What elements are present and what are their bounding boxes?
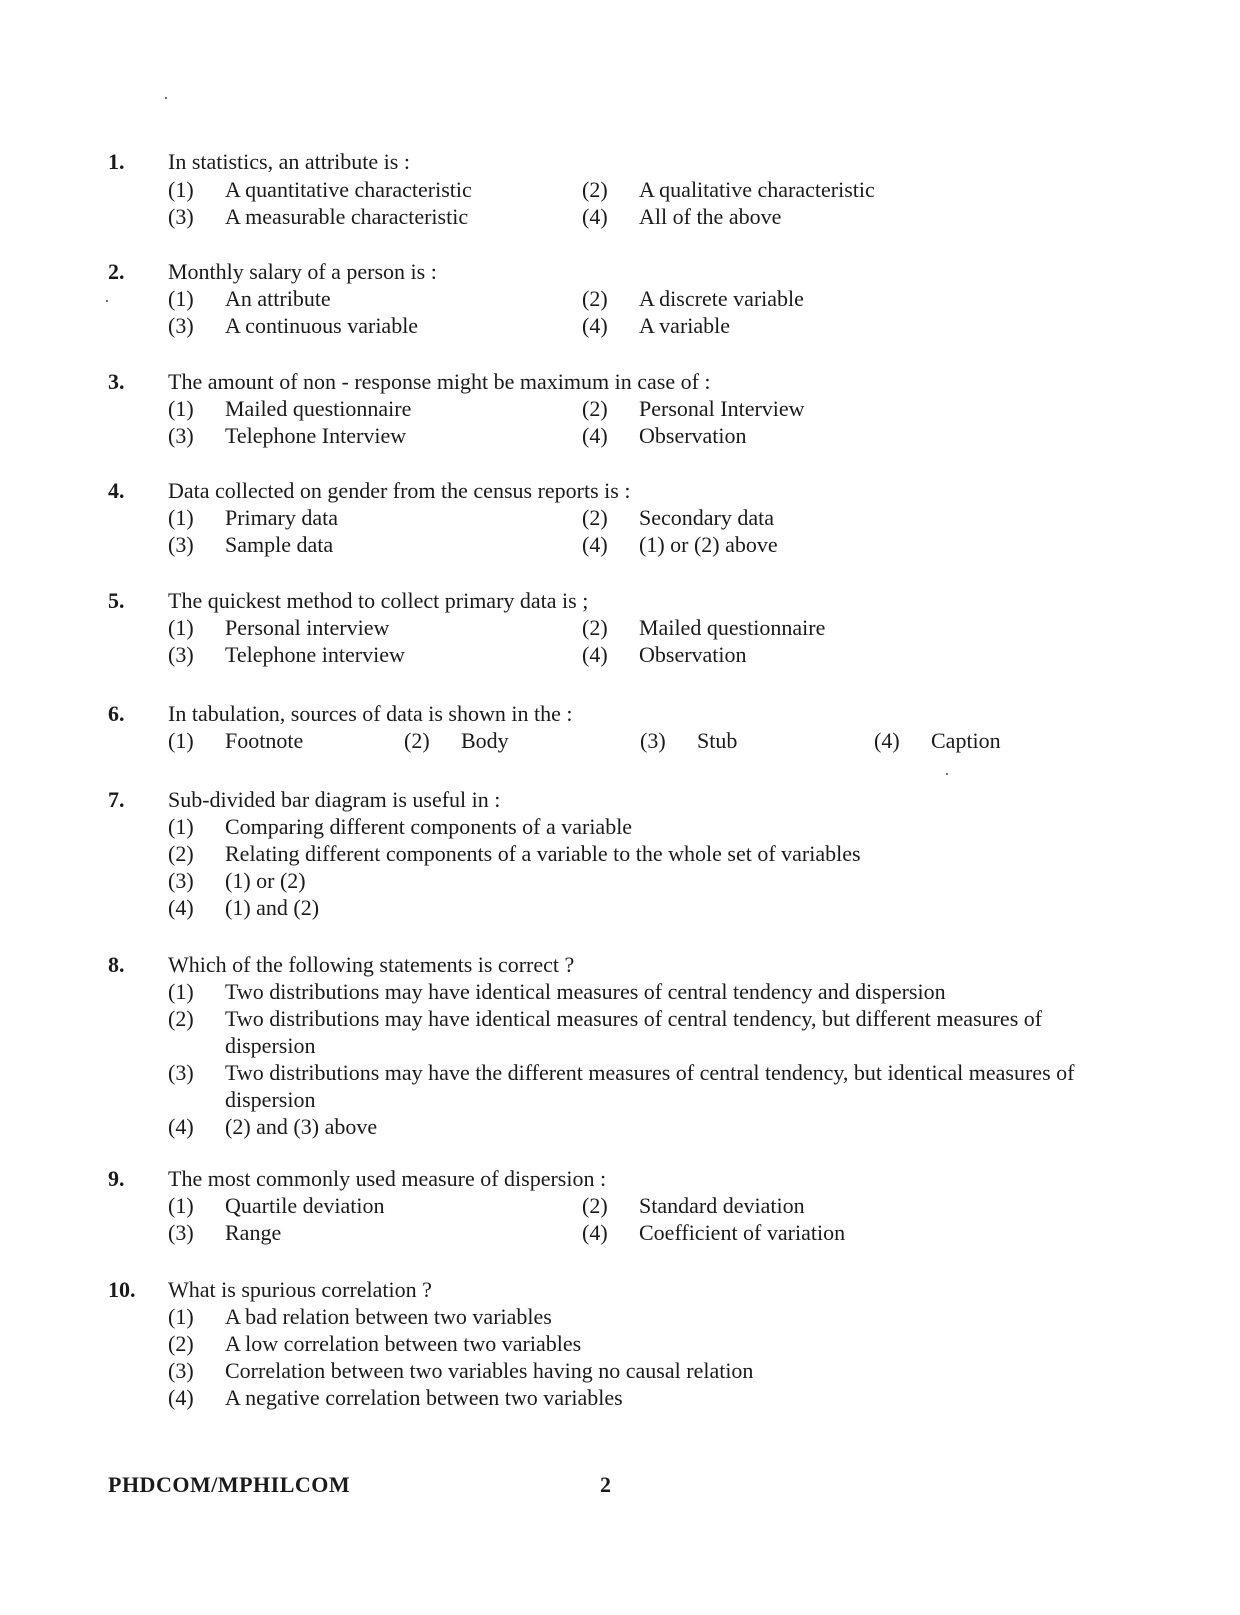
paper-code: PHDCOM/MPHILCOM bbox=[108, 1472, 351, 1497]
option-number: (3) bbox=[168, 1220, 194, 1245]
option-number: (3) bbox=[168, 204, 194, 229]
question-number: 5. bbox=[108, 588, 125, 613]
option-number: (2) bbox=[168, 1006, 194, 1031]
question-text: In statistics, an attribute is : bbox=[168, 149, 410, 174]
option-number: (3) bbox=[640, 728, 666, 753]
option-number: (4) bbox=[582, 313, 608, 338]
option-text: Secondary data bbox=[639, 505, 774, 530]
option-number: (2) bbox=[168, 1331, 194, 1356]
option-text: Comparing different components of a variable bbox=[225, 814, 633, 839]
option-number: (4) bbox=[582, 204, 608, 229]
option-number: (2) bbox=[582, 615, 608, 640]
option-number: (2) bbox=[582, 286, 608, 311]
option-text: (1) or (2) bbox=[225, 868, 306, 893]
option-text: Stub bbox=[697, 728, 738, 753]
option-text: Telephone interview bbox=[225, 642, 405, 667]
question-number: 1. bbox=[108, 149, 125, 174]
option-number: (3) bbox=[168, 642, 194, 667]
option-text: Correlation between two variables having no causal relation bbox=[225, 1358, 754, 1383]
option-number: (3) bbox=[168, 423, 194, 448]
question-number: 7. bbox=[108, 787, 125, 812]
scan-speck bbox=[106, 300, 108, 302]
question-number: 2. bbox=[108, 259, 125, 284]
question-number: 10. bbox=[108, 1277, 136, 1302]
option-number: (4) bbox=[874, 728, 900, 753]
question-text: Data collected on gender from the census reports is : bbox=[168, 478, 631, 503]
option-number: (1) bbox=[168, 177, 194, 202]
option-number: (1) bbox=[168, 615, 194, 640]
option-text: A qualitative characteristic bbox=[639, 177, 875, 202]
option-text: Primary data bbox=[225, 505, 339, 530]
option-number: (1) bbox=[168, 979, 194, 1004]
option-number: (3) bbox=[168, 868, 194, 893]
question-number: 8. bbox=[108, 952, 125, 977]
option-number: (2) bbox=[582, 177, 608, 202]
option-number: (3) bbox=[168, 1358, 194, 1383]
option-number: (3) bbox=[168, 313, 194, 338]
option-number: (4) bbox=[168, 1385, 194, 1410]
option-text: Caption bbox=[931, 728, 1001, 753]
question-text: The most commonly used measure of dispersion : bbox=[168, 1166, 607, 1191]
option-number: (2) bbox=[582, 505, 608, 530]
option-number: (2) bbox=[582, 1193, 608, 1218]
page-number: 2 bbox=[600, 1472, 611, 1497]
option-text: Standard deviation bbox=[639, 1193, 805, 1218]
option-number: (4) bbox=[582, 1220, 608, 1245]
option-text: Body bbox=[461, 728, 509, 753]
option-number: (2) bbox=[582, 396, 608, 421]
option-text: (2) and (3) above bbox=[225, 1114, 378, 1139]
option-text: Personal interview bbox=[225, 615, 390, 640]
option-text: Sample data bbox=[225, 532, 334, 557]
question-text: The quickest method to collect primary data is ; bbox=[168, 588, 589, 613]
question-number: 4. bbox=[108, 478, 125, 503]
scan-speck bbox=[165, 97, 167, 99]
option-text: (1) and (2) bbox=[225, 895, 320, 920]
option-number: (2) bbox=[168, 841, 194, 866]
option-text: Observation bbox=[639, 423, 747, 448]
option-number: (4) bbox=[168, 895, 194, 920]
option-text: Telephone Interview bbox=[225, 423, 407, 448]
option-number: (3) bbox=[168, 1060, 194, 1085]
option-number: (4) bbox=[582, 532, 608, 557]
question-number: 6. bbox=[108, 701, 125, 726]
question-text: What is spurious correlation ? bbox=[168, 1277, 432, 1302]
option-text: A continuous variable bbox=[225, 313, 419, 338]
option-text: A low correlation between two variables bbox=[225, 1331, 582, 1356]
question-text: Which of the following statements is correct ? bbox=[168, 952, 575, 977]
option-text: Mailed questionnaire bbox=[639, 615, 826, 640]
option-number: (1) bbox=[168, 286, 194, 311]
option-text: A bad relation between two variables bbox=[225, 1304, 552, 1329]
option-text: Observation bbox=[639, 642, 747, 667]
option-number: (2) bbox=[404, 728, 430, 753]
question-text: Sub-divided bar diagram is useful in : bbox=[168, 787, 501, 812]
question-text: Monthly salary of a person is : bbox=[168, 259, 437, 284]
option-number: (1) bbox=[168, 396, 194, 421]
option-text: Personal Interview bbox=[639, 396, 805, 421]
option-text: A measurable characteristic bbox=[225, 204, 469, 229]
question-number: 9. bbox=[108, 1166, 125, 1191]
scan-speck bbox=[946, 773, 948, 775]
option-text: A quantitative characteristic bbox=[225, 177, 472, 202]
option-text: Quartile deviation bbox=[225, 1193, 385, 1218]
option-number: (1) bbox=[168, 1304, 194, 1329]
option-text: Two distributions may have the different measures of central tendency, but identical measures of dispersion bbox=[225, 1060, 1075, 1112]
option-number: (1) bbox=[168, 505, 194, 530]
option-number: (1) bbox=[168, 814, 194, 839]
option-text: All of the above bbox=[639, 204, 782, 229]
option-number: (4) bbox=[168, 1114, 194, 1139]
option-text: A variable bbox=[639, 313, 731, 338]
option-text: A discrete variable bbox=[639, 286, 804, 311]
option-text: Coefficient of variation bbox=[639, 1220, 846, 1245]
option-text: A negative correlation between two variables bbox=[225, 1385, 623, 1410]
option-number: (4) bbox=[582, 642, 608, 667]
option-number: (1) bbox=[168, 1193, 194, 1218]
option-number: (4) bbox=[582, 423, 608, 448]
option-text: Relating different components of a variable to the whole set of variables bbox=[225, 841, 861, 866]
option-text: Footnote bbox=[225, 728, 304, 753]
option-text: An attribute bbox=[225, 286, 331, 311]
option-text: Mailed questionnaire bbox=[225, 396, 412, 421]
option-text: Two distributions may have identical measures of central tendency and dispersion bbox=[225, 979, 946, 1004]
option-text: Two distributions may have identical measures of central tendency, but different measures of dispersion bbox=[225, 1006, 1043, 1058]
question-text: The amount of non - response might be maximum in case of : bbox=[168, 369, 711, 394]
question-number: 3. bbox=[108, 369, 125, 394]
question-text: In tabulation, sources of data is shown in the : bbox=[168, 701, 573, 726]
option-text: Range bbox=[225, 1220, 282, 1245]
option-text: (1) or (2) above bbox=[639, 532, 778, 557]
option-number: (3) bbox=[168, 532, 194, 557]
option-number: (1) bbox=[168, 728, 194, 753]
